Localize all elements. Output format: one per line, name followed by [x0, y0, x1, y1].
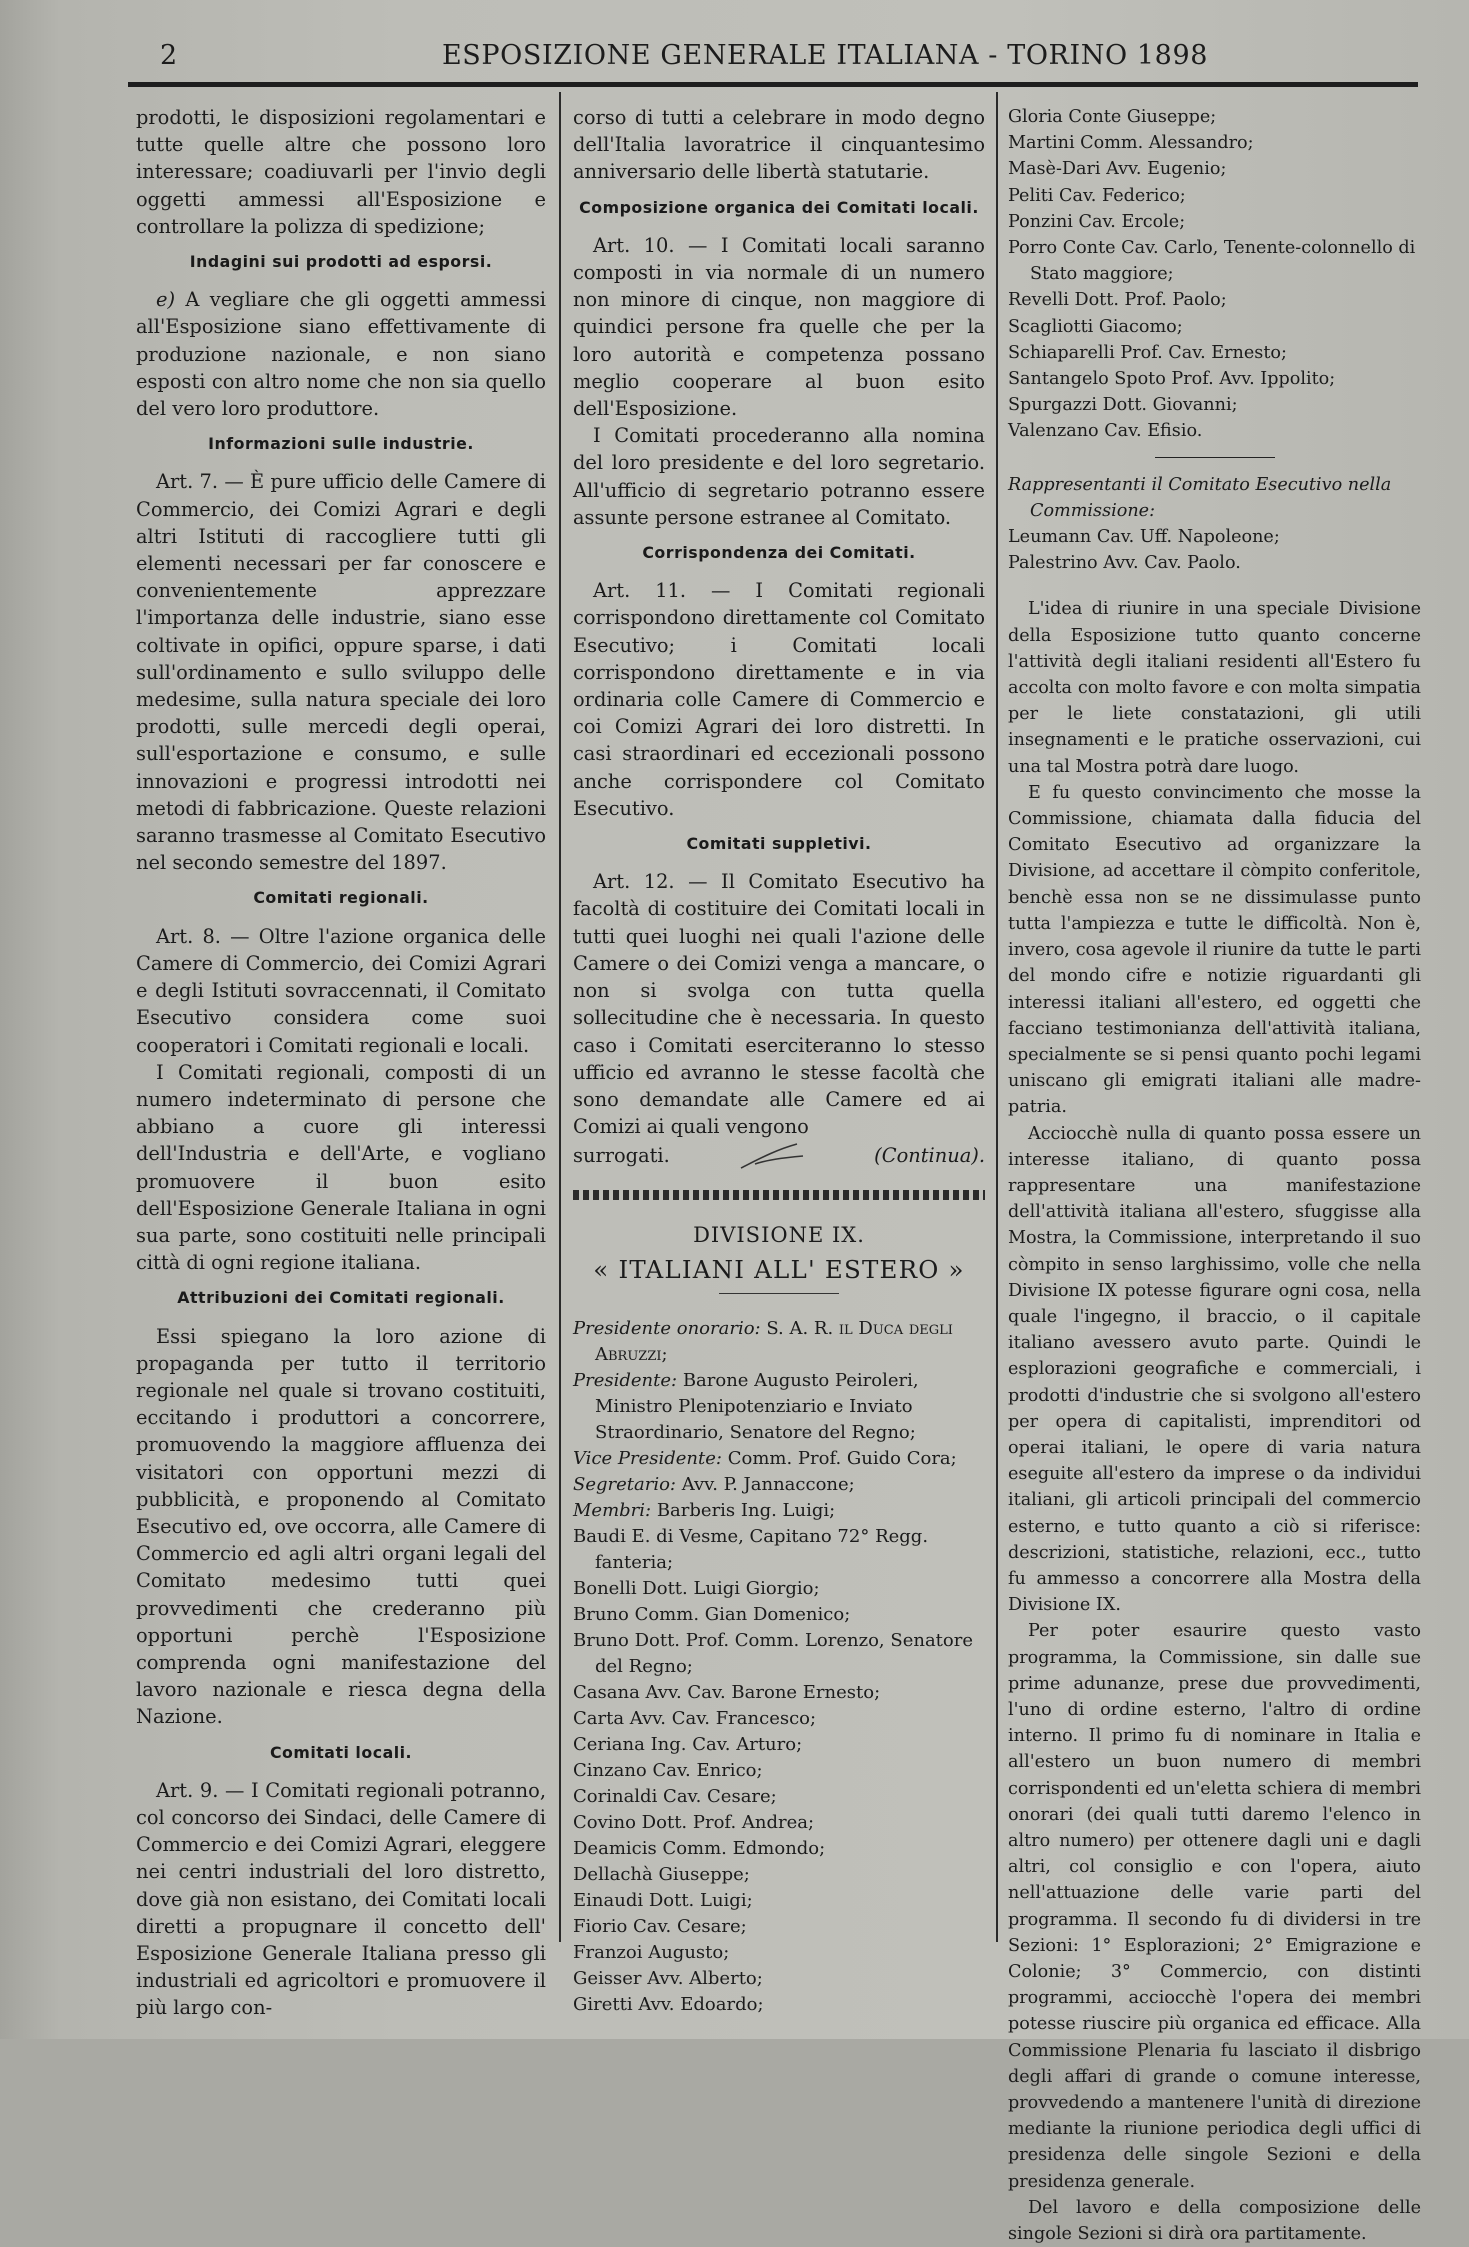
ornamental-divider — [573, 1190, 985, 1200]
list-item — [573, 1316, 985, 1368]
section-heading: Comitati regionali. — [253, 888, 429, 908]
paragraph: Art. 9. — I Comitati regionali potranno, col concorso dei Sindaci, delle Camere di Commercio e dei Comizi Agrari, eleggere nei centri industriali del loro distretto, dove già non esistano, dei Comitati locali diretti a propugnare il concetto dell' Esposizione Generale Italiana presso gli industriali ed agricoltori e promuovere il più largo con- — [136, 1778, 546, 2020]
list-item: Leumann Cav. Uff. Napoleone; — [1008, 527, 1280, 548]
paragraph: Essi spiegano la loro azione di propaganda per tutto il territorio regionale nel quale si trovano costituiti, eccitando i produttori a concorrere, promuovendo la maggiore affluenza dei visitatori con opportuni mezzi di pubblicità, e proponendo al Comitato Esecutivo ed, ove occorra, alle Camere di Commercio ed agli altri organi legali del Comitato medesimo tutti quei provvedimenti che crederanno più opportuni perchè l'Esposizione comprenda ogni manifestazione del lavoro nazionale e riesca degna della Nazione. — [136, 1324, 546, 1729]
paragraph: Art. 11. — I Comitati regionali corrispondono direttamente col Comitato Esecutivo; i Comitati locali corrispondono direttamente e in via ordinaria colle Camere di Commercio e coi Comizi Agrari dei loro distretti. In casi straordinari ed eccezionali possono anche corrispondere col Comitato Esecutivo. — [573, 579, 985, 820]
paragraph: I Comitati procederanno alla nomina del loro presidente e del loro segretario. All'ufficio di segretario potranno essere assunte persone estranee al Comitato. — [573, 424, 985, 529]
list-item: Covino Dott. Prof. Andrea; — [573, 1811, 815, 1833]
section-heading: Corrispondenza dei Comitati. — [642, 543, 916, 563]
spacer — [1008, 576, 1421, 596]
list-item: Giretti Avv. Edoardo; — [573, 1993, 764, 2015]
paragraph: Art. 10. — I Comitati locali saranno composti in via normale di un numero non minore di cinque, non maggiore di quindici persone fra quelle che per la loro autorità e competenza possano meglio cooperare al buon esito dell'Esposizione. — [573, 233, 985, 421]
paragraph: Del lavoro e della composizione delle singole Sezioni si dirà ora partitamente. — [1008, 2197, 1421, 2245]
paragraph: Art. 12. — Il Comitato Esecutivo ha facoltà di costituire dei Comitati locali in tutti quei luoghi nei quali l'azione delle Camere o dei Comizi venga a mancare, o non si svolga con tutta quella sollecitudine che è necessaria. In questo caso i Comitati eserciteranno lo stesso ufficio ed avranno le stesse facoltà che sono demandate alle Camere ed ai Comizi ai quali vengono — [573, 870, 985, 1139]
list-item: Schiaparelli Prof. Cav. Ernesto; — [1008, 342, 1287, 363]
role-label: Segretario: — [573, 1473, 676, 1495]
column-3 — [1008, 104, 1421, 2247]
role-label: Membri: — [573, 1499, 652, 1521]
role-label: Presidente onorario: — [573, 1317, 761, 1339]
header-rule — [128, 82, 1418, 87]
column-divider-1 — [559, 92, 561, 1942]
item-letter: e) — [156, 288, 176, 312]
section-heading: Comitati suppletivi. — [686, 834, 872, 854]
list-item: Palestrino Avv. Cav. Paolo. — [1008, 553, 1241, 574]
list-item: Scagliotti Giacomo; — [1008, 316, 1183, 337]
list-item: Revelli Dott. Prof. Paolo; — [1008, 290, 1227, 311]
list-item: Fiorio Cav. Cesare; — [573, 1915, 747, 1937]
section-heading: Comitati locali. — [269, 1742, 413, 1762]
list-item: Santangelo Spoto Prof. Avv. Ippolito; — [1008, 369, 1336, 390]
list-item: Porro Conte Cav. Carlo, Tenente-colonnello di Stato maggiore; — [1008, 238, 1416, 285]
list-item: Corinaldi Cav. Cesare; — [573, 1785, 777, 1807]
section-heading: Indagini sui prodotti ad esporsi. — [189, 252, 493, 272]
committee-list — [573, 1316, 985, 2018]
role-value: S. A. R. il Duca degli Abruzzi; — [595, 1317, 953, 1365]
list-item: Spurgazzi Dott. Giovanni; — [1008, 395, 1238, 416]
division-title: DIVISIONE IX. — [693, 1223, 865, 1248]
list-item: Geisser Avv. Alberto; — [573, 1967, 763, 1989]
list-item: Bonelli Dott. Luigi Giorgio; — [573, 1577, 820, 1599]
division-subtitle: « ITALIANI ALL' ESTERO » — [593, 1254, 965, 1284]
list-item: Peliti Cav. Federico; — [1008, 185, 1186, 206]
separator-rule — [1155, 457, 1275, 458]
list-item: Valenzano Cav. Efisio. — [1008, 421, 1203, 442]
role-value: Comm. Prof. Guido Cora; — [721, 1447, 957, 1469]
paragraph: Acciocchè nulla di quanto possa essere un interesse italiano, di quanto possa rappresentare una manifestazione dell'attività italiana all'estero, sfuggisse alla Mostra, la Commissione, interpretando il suo còmpito in senso larghissimo, volle che nella Divisione IX potesse figurare ogni cosa, nella quale l'ingegno, il braccio, o il capitale italiano avessero avuto parte. Quindi le esplorazioni geografiche e commerciali, i prodotti d'industrie che si svolgono all'estero per opera di capitalisti, imprenditori od operai italiani, le opere di varia natura eseguite all'estero da imprese o da individui italiani, gli articoli principali del commercio esterno, e tutto quanto a ciò si riferisce: descrizioni, statistiche, relazioni, ecc., tutto fu ammesso a concorrere alla Mostra della Divisione IX. — [1008, 1123, 1421, 1616]
list-item — [573, 1472, 985, 1498]
list-item: Gloria Conte Giuseppe; — [1008, 107, 1217, 127]
list-item — [573, 1498, 985, 1524]
list-item: Martini Comm. Alessandro; — [1008, 133, 1254, 154]
section-heading: Attribuzioni dei Comitati regionali. — [177, 1288, 505, 1308]
running-title: ESPOSIZIONE GENERALE ITALIANA - TORINO 1898 — [442, 40, 1209, 71]
section-heading: Informazioni sulle industrie. — [208, 434, 474, 454]
list-item: Bruno Dott. Prof. Comm. Lorenzo, Senatore del Regno; — [573, 1629, 973, 1677]
paragraph: Art. 7. — È pure ufficio delle Camere di Commercio, dei Comizi Agrari e degli altri Istituti di raccogliere tutti gli elementi necessari per far conoscere e convenientemente apprezzare l'importanza delle industrie, siano esse coltivate in opifici, oppure sparse, i dati sull'ordinamento e sullo sviluppo delle medesime, sulla natura speciale dei loro prodotti, sulle mercedi degli operai, sull'esportazione e consumo, e sulle innovazioni e progressi introdotti nei metodi di fabbricazione. Queste relazioni saranno trasmesse al Comitato Esecutivo nel secondo semestre del 1897. — [136, 470, 546, 875]
list-item: Carta Avv. Cav. Francesco; — [573, 1707, 817, 1729]
paragraph: Per poter esaurire questo vasto programma, la Commissione, sin dalle sue prime adunanze, prese due provvedimenti, l'uno di ordine esterno, l'altro di ordine interno. Il primo fu di nominare in Italia e all'estero un buon numero di membri corrispondenti ed un'eletta schiera di membri onorari (dei quali tutti daremo l'elenco in altro numero) per ottenere dagli uni e dagli altri, col consiglio e con l'opera, aiuto nell'attuazione delle varie parti del programma. Il secondo fu di dividersi in tre Sezioni: 1° Esplorazioni; 2° Emigrazione e Colonie; 3° Commercio, con distinti programmi, acciocchè l'opera dei membri potesse riuscire più organica ed efficace. Alla Commissione Plenaria fu lasciato il disbrigo degli affari di grande o comune interesse, provvedendo a mantenere l'unità di direzione mediante la riunione periodica degli uffici di presidenza delle singole Sezioni e della presidenza generale. — [1008, 1621, 1421, 2192]
paragraph — [136, 286, 546, 422]
role-label: Presidente: — [573, 1369, 678, 1391]
list-item: Cinzano Cav. Enrico; — [573, 1759, 763, 1781]
column-2 — [573, 104, 985, 2018]
list-item: Deamicis Comm. Edmondo; — [573, 1837, 826, 1859]
role-value: Avv. P. Jannaccone; — [676, 1473, 855, 1495]
members-list — [573, 1524, 985, 2018]
list-item: Bruno Comm. Gian Domenico; — [573, 1603, 851, 1625]
list-item: Baudi E. di Vesme, Capitano 72° Regg. fanteria; — [573, 1525, 929, 1573]
column-divider-2 — [996, 92, 998, 1942]
list-item: Masè-Dari Avv. Eugenio; — [1008, 159, 1227, 180]
paragraph: prodotti, le disposizioni regolamentari e tutte quelle altre che possono loro interessare; coadiuvarli per l'invio degli oggetti ammessi all'Esposizione e controllare la polizza di spedizione; — [136, 106, 546, 238]
members-list — [1008, 104, 1421, 445]
paragraph: I Comitati regionali, composti di un numero indeterminato di persone che abbiano a cuore gli interessi dell'Industria e dell'Arte, e vogliano promuovere il buon esito dell'Esposizione Generale Italiana in ogni sua parte, sono costituiti nelle principali città di ogni regione italiana. — [136, 1060, 546, 1275]
continua-note: (Continua). — [874, 1144, 985, 1168]
role-value: Barberis Ing. Luigi; — [651, 1499, 836, 1521]
paragraph: Art. 8. — Oltre l'azione organica delle Camere di Commercio, dei Comizi Agrari e degli Istituti sovraccennati, il Comitato Esecutivo considera come suoi cooperatori i Comitati regionali e locali. — [136, 924, 546, 1057]
list-item: Ceriana Ing. Cav. Arturo; — [573, 1733, 803, 1755]
role-value: Barone Augusto Peiroleri, Ministro Plenipotenziario e Inviato Straordinario, Senatore del Regno; — [595, 1369, 919, 1443]
paragraph: corso di tutti a celebrare in modo degno dell'Italia lavoratrice il cinquantesimo anniversario delle libertà statutarie. — [573, 106, 985, 184]
list-item: Einaudi Dott. Luigi; — [573, 1889, 753, 1911]
pen-mark-icon — [737, 1142, 807, 1172]
paragraph: E fu questo convincimento che mosse la Commissione, chiamata dalla fiducia del Comitato Esecutivo ad organizzare la Divisione, ad accettare il còmpito conferitole, benchè essa non se ne dissimulasse punto tutta l'ampiezza e tutte le difficoltà. Non è, invero, cosa agevole il riunire da tutte le parti del mondo cifre e notizie riguardanti gli interessi italiani all'estero, ed oggetti che facciano testimonianza dell'attività italiana, specialmente se si pensi quanto pochi legami uniscano gli emigrati italiani alle madre-patria. — [1008, 782, 1421, 1118]
list-item: Casana Avv. Cav. Barone Ernesto; — [573, 1681, 881, 1703]
representatives-heading-text: Rappresentanti il Comitato Esecutivo nella Commissione: — [1008, 474, 1392, 521]
list-item — [573, 1368, 985, 1446]
page-number: 2 — [160, 40, 178, 71]
title-rule — [719, 1293, 839, 1294]
list-item: Dellachà Giuseppe; — [573, 1863, 750, 1885]
paragraph-end: surrogati. — [573, 1144, 670, 1168]
section-heading: Composizione organica dei Comitati locali. — [579, 197, 979, 217]
paragraph-text: A vegliare che gli oggetti ammessi all'Esposizione siano effettivamente di produzione nazionale, e non siano esposti con altro nome che non sia quello del vero loro produttore. — [136, 288, 546, 421]
list-item: Franzoi Augusto; — [573, 1941, 730, 1963]
representatives-list — [1008, 524, 1421, 576]
list-item — [573, 1446, 985, 1472]
column-1 — [136, 104, 546, 2022]
representatives-heading — [1008, 472, 1421, 524]
list-item: Ponzini Cav. Ercole; — [1008, 211, 1186, 232]
continua-line — [573, 1142, 985, 1172]
role-label: Vice Presidente: — [573, 1447, 722, 1469]
paragraph: L'idea di riunire in una speciale Divisione della Esposizione tutto quanto concerne l'attività degli italiani residenti all'Estero fu accolta con molto favore e con molta simpatia per le liete constatazioni, gli utili insegnamenti e le pratiche osservazioni, cui una tal Mostra potrà dare luogo. — [1008, 599, 1421, 777]
